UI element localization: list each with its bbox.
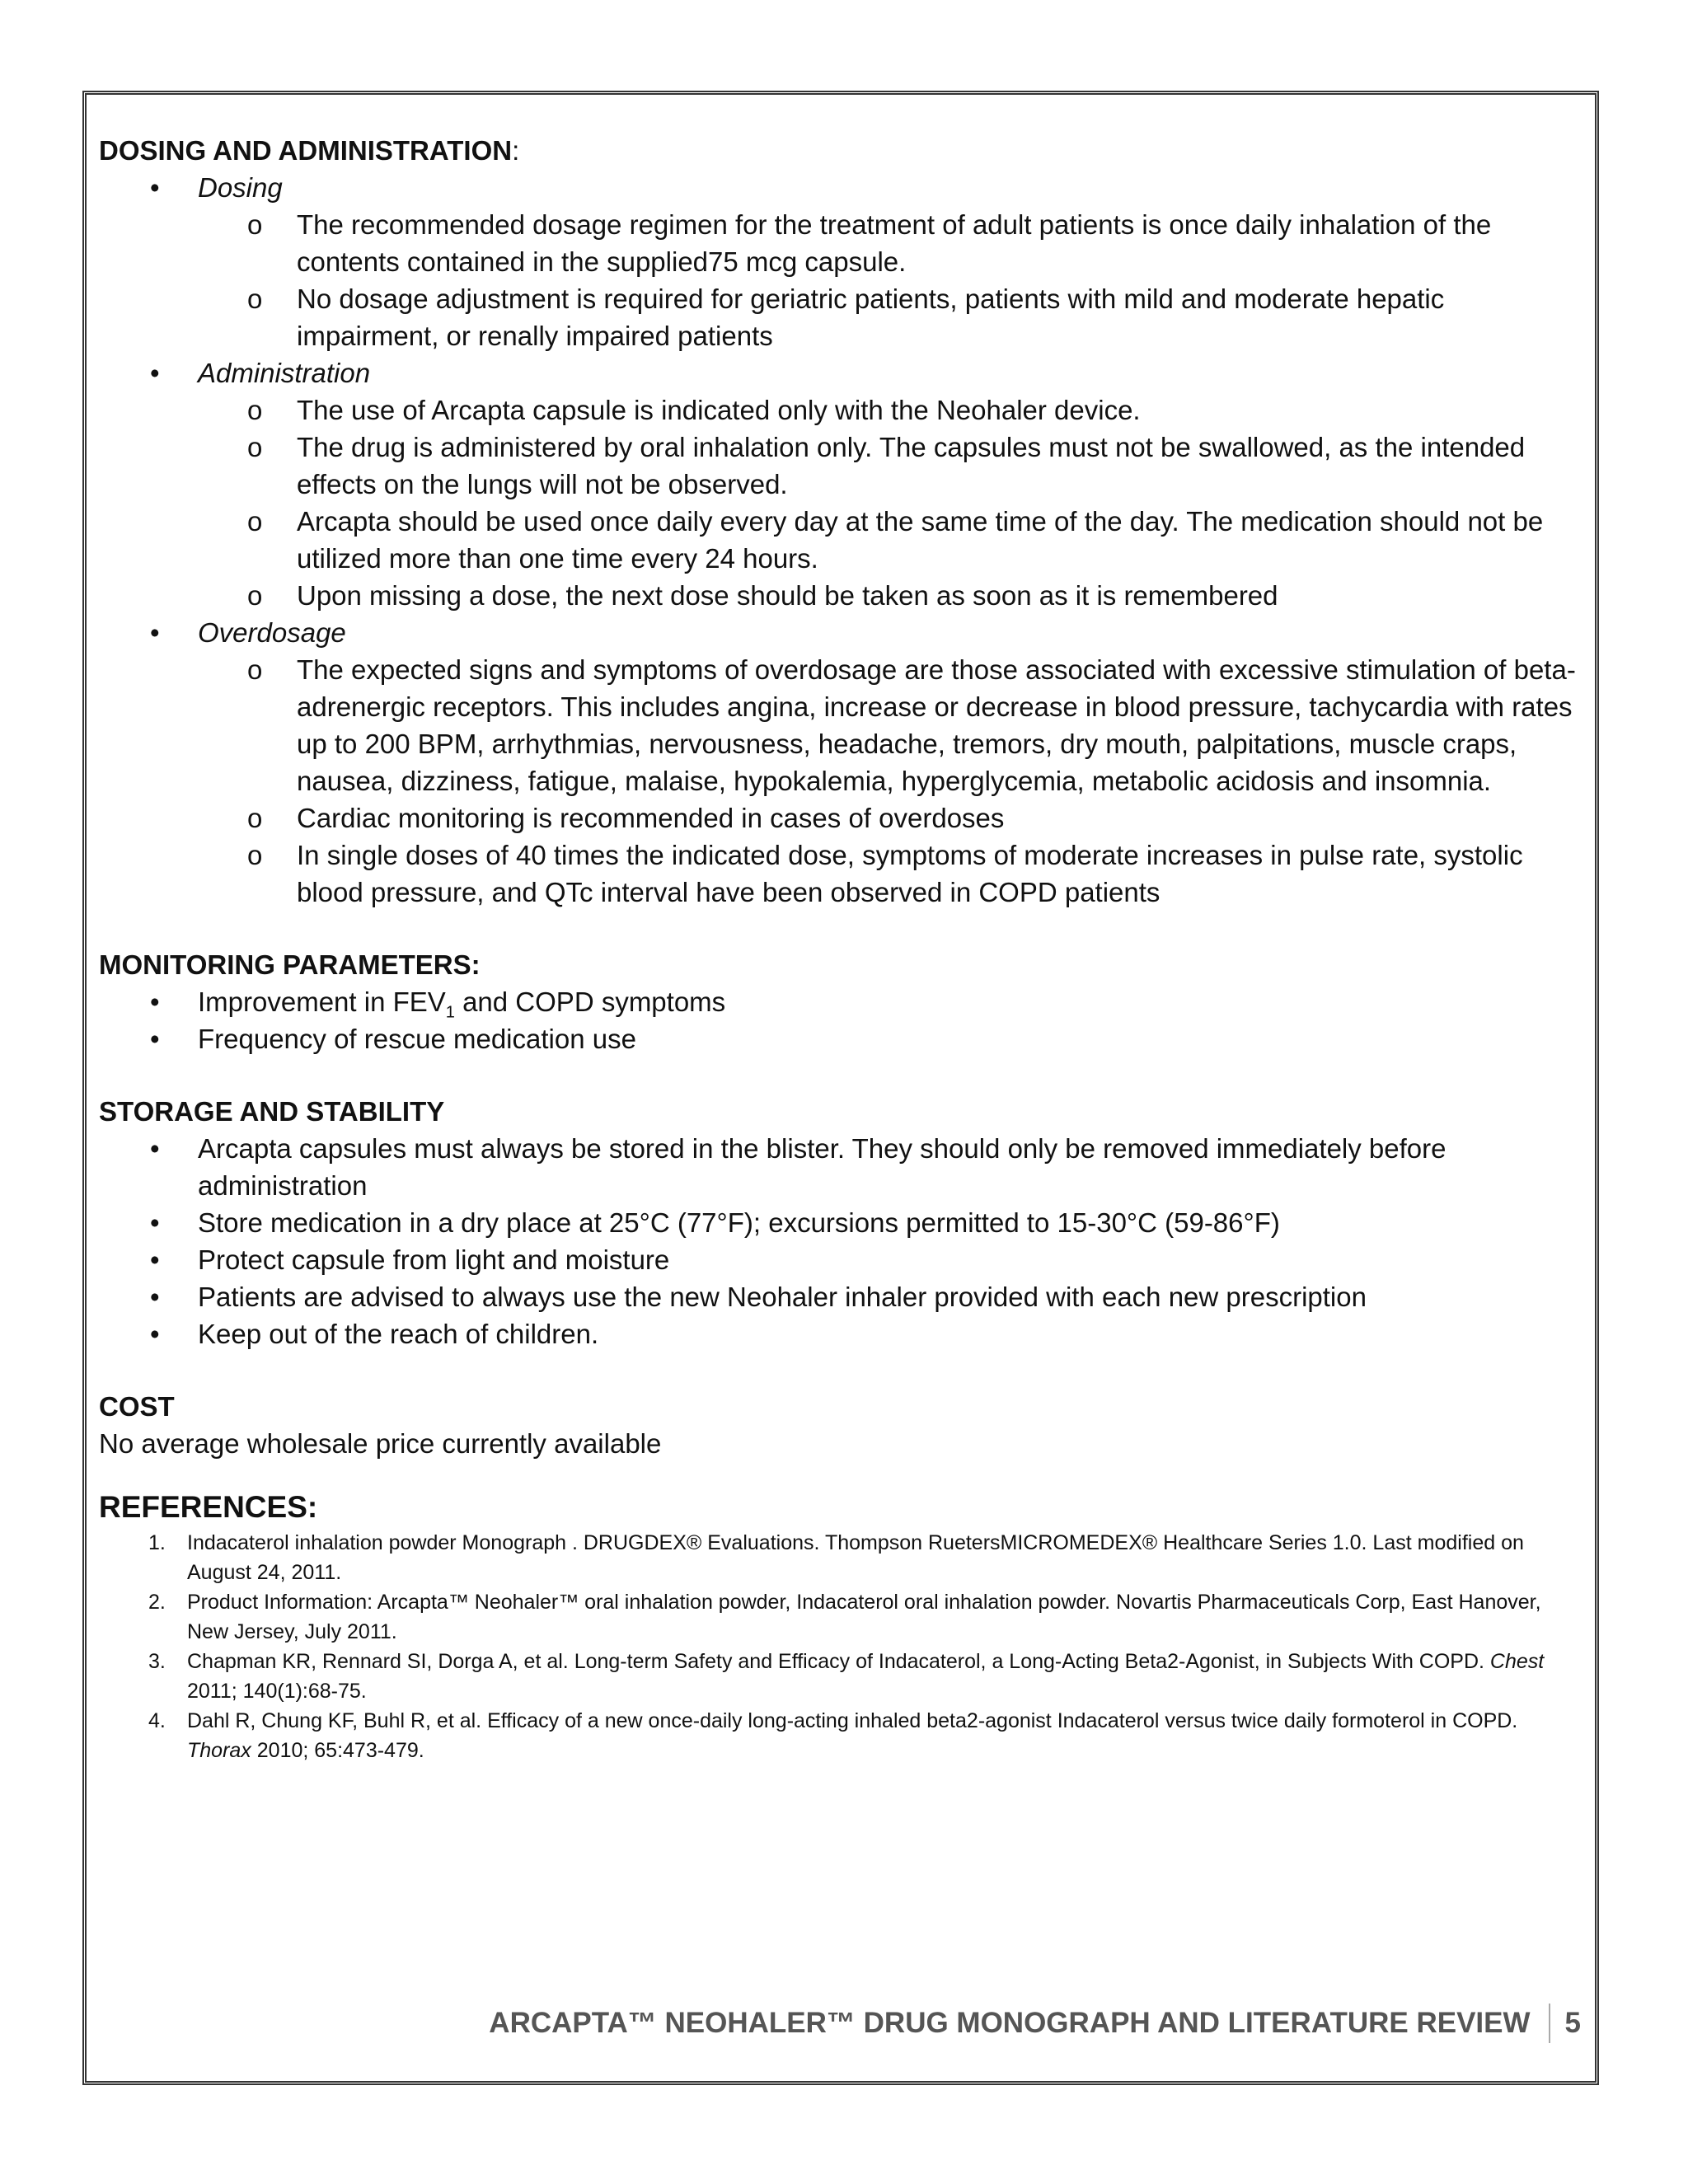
list-item-overdosage [99, 614, 1582, 911]
cost-text: No average wholesale price currently available [99, 1428, 662, 1459]
item-text: and COPD symptoms [454, 987, 726, 1017]
list-item-dosing [99, 169, 1582, 354]
section-title-text: DOSING AND ADMINISTRATION [99, 135, 513, 166]
journal-name: Chest [1489, 1650, 1545, 1673]
list-item-administration [99, 354, 1582, 614]
section-dosing-administration [99, 132, 1582, 911]
section-references [99, 1487, 1582, 1765]
reference-text: Dahl R, Chung KF, Buhl R, et al. Efficacy of a new once-daily long-acting inhaled beta2-agonist Indacaterol versus twice daily formoterol in COPD. [187, 1709, 1518, 1732]
list-item: o The expected signs and symptoms of overdosage are those associated with excessive stimulation of beta-adrenergic receptors. This includes angina, increase or decrease in blood pressure, tachycardia with rates up to 200 BPM, arrhythmias, nervousness, headache, tremors, dry mouth, palpitations, muscle craps, nausea, dizziness, fatigue, malaise, hypokalemia, hyperglycemia, metabolic acidosis and insomnia. [297, 651, 1582, 799]
list-item: o No dosage adjustment is required for geriatric patients, patients with mild and moderate hepatic impairment, or renally impaired patients [297, 280, 1582, 354]
section-title: REFERENCES: [99, 1490, 318, 1524]
section-storage-stability [99, 1093, 1582, 1352]
subsection-label: Dosing [198, 172, 283, 203]
reference-text: 2011; 140(1):68-75. [187, 1680, 367, 1703]
list-item: • Arcapta capsules must always be stored in the blister. They should only be removed immediately before administration [99, 1130, 1582, 1204]
list-item: • Frequency of rescue medication use [99, 1020, 1582, 1057]
document-body [99, 132, 1582, 1765]
subscript: 1 [445, 1003, 455, 1022]
list-item: • Keep out of the reach of children. [99, 1315, 1582, 1352]
subsection-label: Overdosage [198, 617, 346, 648]
list-item: • Protect capsule from light and moisture [99, 1241, 1582, 1278]
item-text: Improvement in FEV [198, 987, 446, 1017]
section-title: COST [99, 1391, 175, 1422]
page-footer [489, 2003, 1581, 2044]
section-title: MONITORING PARAMETERS: [99, 949, 481, 980]
reference-text: Product Information: Arcapta™ Neohaler™ oral inhalation powder, Indacaterol oral inhalation powder. Novartis Pharmaceuticals Corp, East Hanover, New Jersey, July 2011. [187, 1591, 1541, 1643]
references-list [99, 1528, 1582, 1765]
sub-list [198, 651, 1582, 911]
reference-item [99, 1647, 1582, 1706]
reference-item [99, 1706, 1582, 1765]
storage-list [99, 1130, 1582, 1352]
list-item: • Patients are advised to always use the new Neohaler inhaler provided with each new prescription [99, 1278, 1582, 1315]
list-item: o The use of Arcapta capsule is indicated only with the Neohaler device. [297, 391, 1582, 429]
sub-list [198, 206, 1582, 354]
list-item: o Arcapta should be used once daily every day at the same time of the day. The medication should not be utilized more than one time every 24 hours. [297, 503, 1582, 577]
reference-number: 2. [148, 1591, 166, 1614]
footer-divider [1549, 2004, 1550, 2043]
reference-number: 4. [148, 1709, 166, 1732]
sub-list [198, 391, 1582, 614]
monitoring-list [99, 983, 1582, 1057]
list-item: o The drug is administered by oral inhalation only. The capsules must not be swallowed, as the intended effects on the lungs will not be observed. [297, 429, 1582, 503]
section-monitoring-parameters [99, 946, 1582, 1057]
list-item [99, 983, 1582, 1020]
section-cost [99, 1388, 1582, 1462]
reference-text: 2010; 65:473-479. [251, 1739, 424, 1762]
list-item: • Store medication in a dry place at 25°C (77°F); excursions permitted to 15-30°C (59-86°F) [99, 1204, 1582, 1241]
list-item: o Upon missing a dose, the next dose should be taken as soon as it is remembered [297, 577, 1582, 614]
section-title [99, 132, 1582, 169]
dosing-list [99, 169, 1582, 911]
list-item: o Cardiac monitoring is recommended in cases of overdoses [297, 799, 1582, 837]
section-title: STORAGE AND STABILITY [99, 1096, 445, 1127]
reference-number: 1. [148, 1531, 166, 1554]
reference-item [99, 1528, 1582, 1587]
list-item: o The recommended dosage regimen for the treatment of adult patients is once daily inhalation of the contents contained in the supplied75 mcg capsule. [297, 206, 1582, 280]
reference-item [99, 1587, 1582, 1647]
reference-text: Chapman KR, Rennard SI, Dorga A, et al. Long-term Safety and Efficacy of Indacaterol, a Long-Acting Beta2-Agonist, in Subjects With COPD. [187, 1650, 1490, 1673]
list-item: o In single doses of 40 times the indicated dose, symptoms of moderate increases in pulse rate, systolic blood pressure, and QTc interval have been observed in COPD patients [297, 837, 1582, 911]
subsection-label: Administration [198, 358, 371, 388]
reference-text: Indacaterol inhalation powder Monograph . DRUGDEX® Evaluations. Thompson RuetersMICROMEDEX® Healthcare Series 1.0. Last modified on August 24, 2011. [187, 1531, 1524, 1584]
reference-number: 3. [148, 1650, 166, 1673]
footer-title: ARCAPTA™ NEOHALER™ DRUG MONOGRAPH AND LITERATURE REVIEW [489, 2007, 1531, 2039]
journal-name: Thorax [187, 1739, 251, 1762]
page-number: 5 [1564, 2007, 1581, 2039]
title-colon: : [512, 135, 520, 166]
